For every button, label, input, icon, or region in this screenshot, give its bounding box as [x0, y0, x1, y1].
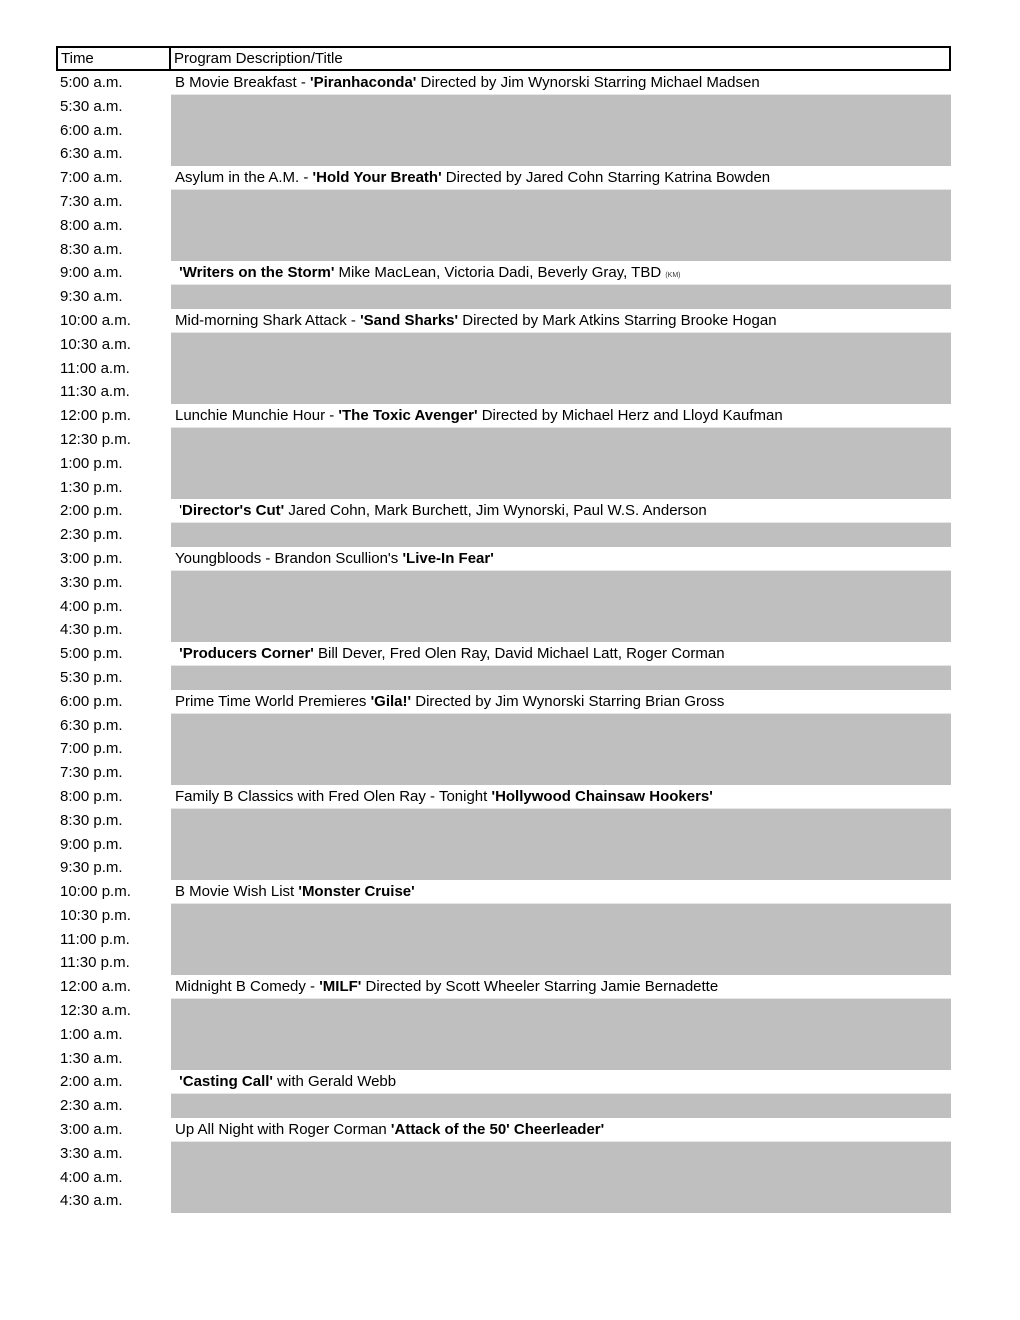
program-continuation-cell: [171, 523, 951, 547]
time-cell: 11:00 p.m.: [60, 930, 130, 948]
program-title: 'Gila!': [370, 692, 412, 710]
time-cell: 6:30 a.m.: [60, 145, 123, 163]
program-cell: [171, 499, 951, 523]
table-row: [56, 642, 951, 666]
table-row: [56, 833, 951, 857]
program-text: Directed by Mark Atkins Starring Brooke Hogan: [458, 311, 777, 329]
program-continuation-cell: [171, 1189, 951, 1213]
table-row: [56, 904, 951, 928]
table-row: [56, 523, 951, 547]
table-row: [56, 1189, 951, 1213]
table-row: [56, 1094, 951, 1118]
table-row: [56, 499, 951, 523]
program-note: (KM): [665, 272, 681, 280]
time-cell: 12:30 p.m.: [60, 430, 131, 448]
time-cell: 7:30 p.m.: [60, 764, 123, 782]
program-title: 'Hollywood Chainsaw Hookers': [491, 787, 713, 805]
program-title: 'Live-In Fear': [402, 549, 494, 567]
program-text: Mike MacLean, Victoria Dadi, Beverly Gray, TBD: [334, 264, 666, 282]
time-cell: 3:30 p.m.: [60, 573, 123, 591]
program-cell: [171, 1070, 951, 1094]
time-cell: 1:30 a.m.: [60, 1049, 123, 1067]
time-cell: 1:00 p.m.: [60, 454, 123, 472]
time-cell: 10:30 p.m.: [60, 906, 131, 924]
table-row: [56, 761, 951, 785]
time-cell: 2:00 p.m.: [60, 502, 123, 520]
table-row: [56, 856, 951, 880]
table-row: [56, 880, 951, 904]
program-title: 'Hold Your Breath': [312, 169, 442, 187]
program-text: Directed by Scott Wheeler Starring Jamie Bernadette: [361, 978, 719, 996]
table-row: [56, 285, 951, 309]
header-time: Time: [58, 48, 171, 69]
program-text: Lunchie Munchie Hour -: [175, 407, 339, 425]
program-text: Directed by Jim Wynorski Starring Michael Madsen: [416, 74, 760, 91]
table-row: [56, 666, 951, 690]
table-row: [56, 618, 951, 642]
program-continuation-cell: [171, 714, 951, 738]
program-cell: [171, 261, 951, 285]
program-cell: [171, 785, 951, 809]
program-continuation-cell: [171, 238, 951, 262]
time-cell: 9:00 p.m.: [60, 835, 123, 853]
time-cell: 7:00 a.m.: [60, 169, 123, 187]
time-cell: 4:00 p.m.: [60, 597, 123, 615]
table-row: [56, 690, 951, 714]
program-title: 'Writers on the Storm': [179, 264, 335, 282]
table-row: [56, 928, 951, 952]
program-text: Prime Time World Premieres: [175, 692, 371, 710]
program-title: 'Sand Sharks': [360, 311, 459, 329]
table-row: [56, 357, 951, 381]
program-text: Directed by Jim Wynorski Starring Brian Gross: [411, 692, 725, 710]
time-cell: 4:00 a.m.: [60, 1168, 123, 1186]
program-title: 'Monster Cruise': [298, 883, 415, 901]
schedule-table: [56, 46, 951, 1213]
program-continuation-cell: [171, 357, 951, 381]
time-cell: 7:00 p.m.: [60, 740, 123, 758]
table-body: [56, 71, 951, 1213]
table-row: [56, 238, 951, 262]
time-cell: 8:30 a.m.: [60, 240, 123, 258]
table-row: [56, 951, 951, 975]
program-continuation-cell: [171, 809, 951, 833]
program-continuation-cell: [171, 833, 951, 857]
time-cell: 6:00 p.m.: [60, 692, 123, 710]
table-row: [56, 737, 951, 761]
table-row: [56, 309, 951, 333]
program-text: Mid-morning Shark Attack -: [175, 311, 361, 329]
time-cell: 9:30 a.m.: [60, 288, 123, 306]
table-row: [56, 785, 951, 809]
table-row: [56, 119, 951, 143]
time-cell: 5:00 p.m.: [60, 645, 123, 663]
program-continuation-cell: [171, 95, 951, 119]
table-row: [56, 1118, 951, 1142]
program-continuation-cell: [171, 928, 951, 952]
table-header: [56, 46, 951, 71]
table-row: [56, 428, 951, 452]
program-title: 'The Toxic Avenger': [338, 407, 478, 425]
table-row: [56, 261, 951, 285]
program-continuation-cell: [171, 571, 951, 595]
table-row: [56, 1142, 951, 1166]
time-cell: 9:00 a.m.: [60, 264, 123, 282]
program-continuation-cell: [171, 333, 951, 357]
program-continuation-cell: [171, 285, 951, 309]
table-row: [56, 1047, 951, 1071]
program-continuation-cell: [171, 214, 951, 238]
program-text: with Gerald Webb: [273, 1073, 397, 1091]
time-cell: 1:00 a.m.: [60, 1025, 123, 1043]
program-continuation-cell: [171, 1166, 951, 1190]
program-continuation-cell: [171, 618, 951, 642]
table-row: [56, 333, 951, 357]
time-cell: 2:30 p.m.: [60, 526, 123, 544]
program-text: Youngbloods - Brandon Scullion's: [175, 549, 403, 567]
table-row: [56, 404, 951, 428]
time-cell: 2:30 a.m.: [60, 1097, 123, 1115]
program-title: 'Piranhaconda': [310, 74, 417, 91]
program-title: Director's Cut': [182, 502, 285, 520]
program-continuation-cell: [171, 1094, 951, 1118]
program-continuation-cell: [171, 904, 951, 928]
table-row: [56, 1166, 951, 1190]
time-cell: 4:30 p.m.: [60, 621, 123, 639]
time-cell: 10:00 p.m.: [60, 883, 131, 901]
table-row: [56, 1070, 951, 1094]
time-cell: 8:30 p.m.: [60, 811, 123, 829]
program-continuation-cell: [171, 1047, 951, 1071]
program-cell: [171, 690, 951, 714]
time-cell: 11:30 p.m.: [60, 954, 130, 972]
table-row: [56, 95, 951, 119]
time-cell: 4:30 a.m.: [60, 1192, 123, 1210]
time-cell: 10:00 a.m.: [60, 311, 131, 329]
program-continuation-cell: [171, 595, 951, 619]
program-continuation-cell: [171, 999, 951, 1023]
header-program: Program Description/Title: [174, 50, 343, 67]
time-cell: 5:00 a.m.: [60, 74, 123, 91]
program-continuation-cell: [171, 380, 951, 404]
program-text: Midnight B Comedy -: [175, 978, 320, 996]
program-cell: [171, 547, 951, 571]
table-row: [56, 380, 951, 404]
time-cell: 12:00 a.m.: [60, 978, 131, 996]
program-continuation-cell: [171, 142, 951, 166]
table-row: [56, 142, 951, 166]
time-cell: 7:30 a.m.: [60, 192, 123, 210]
table-row: [56, 547, 951, 571]
time-cell: 9:30 p.m.: [60, 859, 123, 877]
time-cell: 12:30 a.m.: [60, 1002, 131, 1020]
program-cell: [171, 309, 951, 333]
table-row: [56, 714, 951, 738]
table-row: [56, 166, 951, 190]
program-continuation-cell: [171, 951, 951, 975]
table-row: [56, 809, 951, 833]
program-cell: [171, 880, 951, 904]
table-row: [56, 595, 951, 619]
time-cell: 11:00 a.m.: [60, 359, 130, 377]
program-text: Up All Night with Roger Corman: [175, 1121, 391, 1139]
program-cell: [171, 404, 951, 428]
program-cell: [171, 71, 951, 95]
program-text: Family B Classics with Fred Olen Ray - Tonight: [175, 787, 492, 805]
table-row: [56, 71, 951, 95]
time-cell: 6:00 a.m.: [60, 121, 123, 139]
time-cell: 8:00 p.m.: [60, 787, 123, 805]
table-row: [56, 476, 951, 500]
time-cell: 3:30 a.m.: [60, 1144, 123, 1162]
table-row: [56, 999, 951, 1023]
table-row: [56, 1023, 951, 1047]
program-continuation-cell: [171, 476, 951, 500]
program-title: 'MILF': [319, 978, 362, 996]
time-cell: 5:30 p.m.: [60, 668, 123, 686]
program-title: 'Attack of the 50' Cheerleader': [390, 1121, 605, 1139]
program-cell: [171, 1118, 951, 1142]
time-cell: 11:30 a.m.: [60, 383, 130, 401]
program-title: 'Producers Corner': [179, 645, 314, 663]
program-text: B Movie Breakfast -: [175, 74, 311, 91]
program-text: Bill Dever, Fred Olen Ray, David Michael Latt, Roger Corman: [313, 645, 725, 663]
time-cell: 8:00 a.m.: [60, 216, 123, 234]
program-cell: [171, 975, 951, 999]
table-row: [56, 975, 951, 999]
program-cell: [171, 642, 951, 666]
program-continuation-cell: [171, 666, 951, 690]
table-row: [56, 571, 951, 595]
program-continuation-cell: [171, 737, 951, 761]
time-cell: 2:00 a.m.: [60, 1073, 123, 1091]
table-row: [56, 190, 951, 214]
program-title: 'Casting Call': [179, 1073, 273, 1091]
program-text: ': [175, 502, 183, 520]
program-text: Directed by Michael Herz and Lloyd Kaufman: [477, 407, 783, 425]
program-text: Directed by Jared Cohn Starring Katrina Bowden: [441, 169, 771, 187]
program-text: Asylum in the A.M. -: [175, 169, 313, 187]
time-cell: 5:30 a.m.: [60, 97, 123, 115]
program-continuation-cell: [171, 1142, 951, 1166]
program-continuation-cell: [171, 190, 951, 214]
program-text: B Movie Wish List: [175, 883, 299, 901]
time-cell: 3:00 a.m.: [60, 1121, 123, 1139]
time-cell: 3:00 p.m.: [60, 549, 123, 567]
program-continuation-cell: [171, 1023, 951, 1047]
program-cell: [171, 166, 951, 190]
program-continuation-cell: [171, 856, 951, 880]
time-cell: 1:30 p.m.: [60, 478, 123, 496]
table-row: [56, 214, 951, 238]
time-cell: 12:00 p.m.: [60, 407, 131, 425]
time-cell: 6:30 p.m.: [60, 716, 123, 734]
time-cell: 10:30 a.m.: [60, 335, 131, 353]
program-text: Jared Cohn, Mark Burchett, Jim Wynorski, Paul W.S. Anderson: [284, 502, 707, 520]
table-row: [56, 452, 951, 476]
program-continuation-cell: [171, 119, 951, 143]
program-continuation-cell: [171, 761, 951, 785]
program-continuation-cell: [171, 452, 951, 476]
program-continuation-cell: [171, 428, 951, 452]
